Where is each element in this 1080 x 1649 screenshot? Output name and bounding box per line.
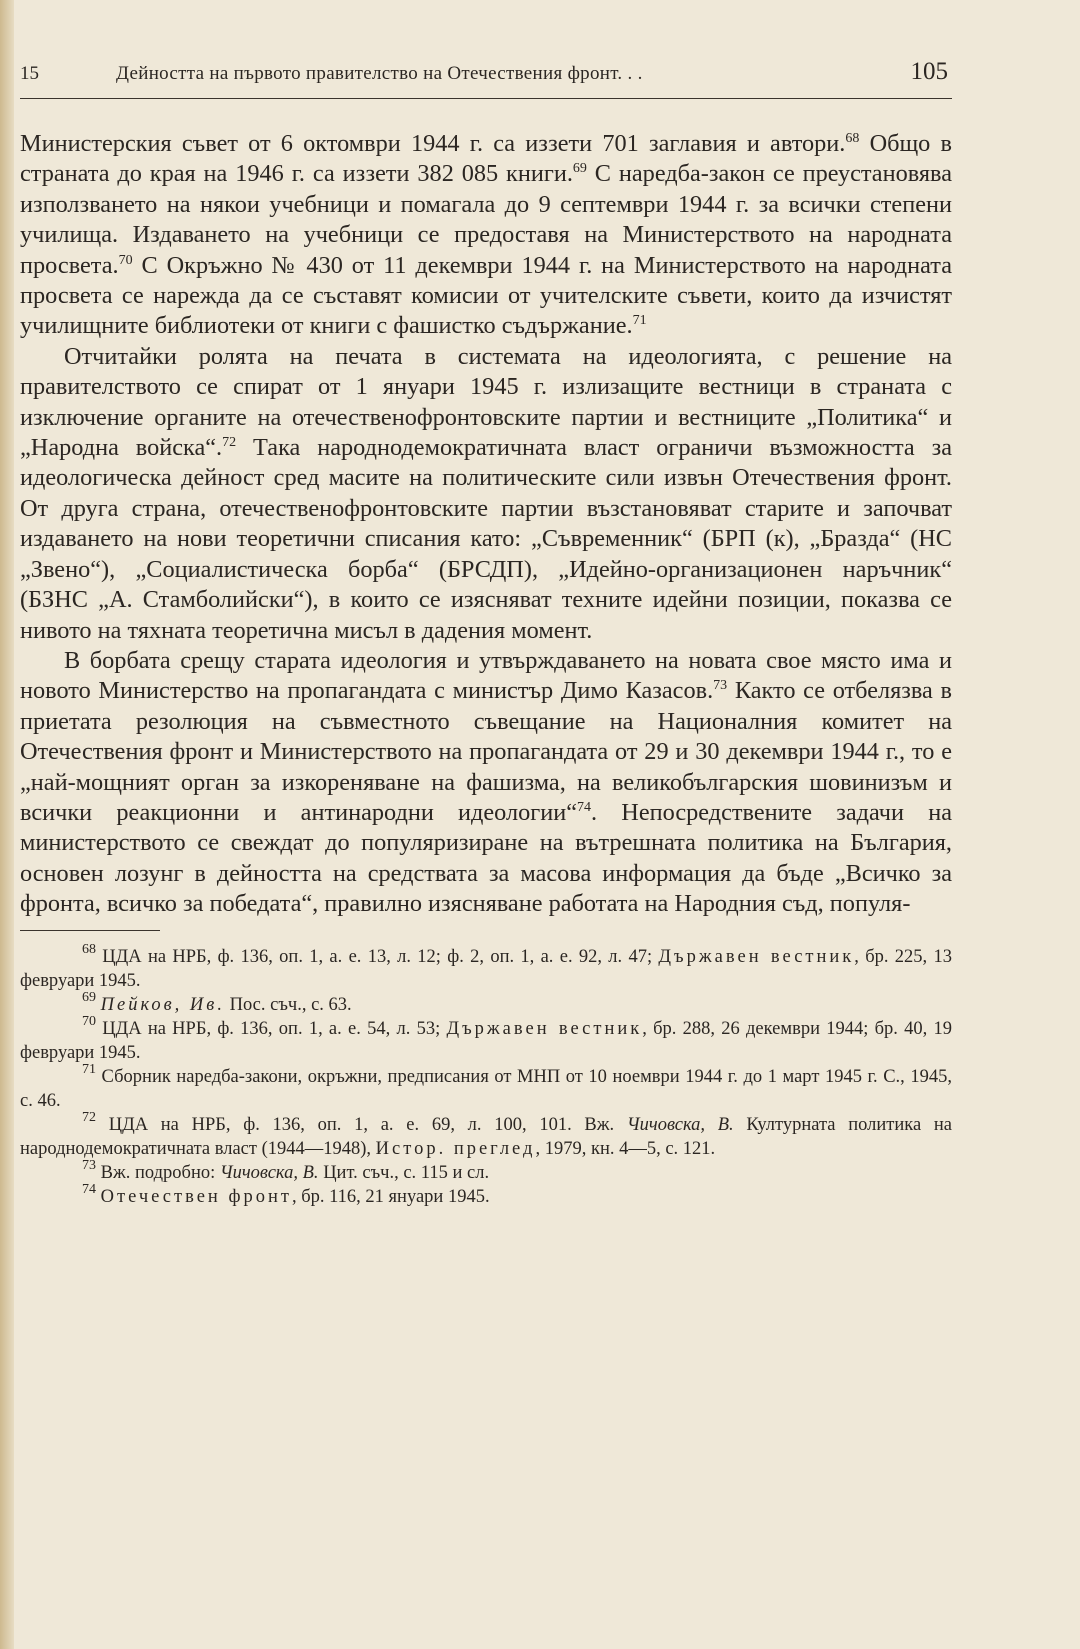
book-page	[20, 58, 952, 1209]
book-binding-edge	[0, 0, 14, 1649]
running-title: Дейността на първото правителство на Отечествения фронт. . .	[116, 63, 643, 84]
footnote-71: $^{71}$ Сборник наредба-закони, окръжни, предписания от МНП от 10 ноември 1944 г. до 1 март 1945 г. С., 1945, с. 46.	[20, 1061, 952, 1111]
footnote-ref: 74	[577, 799, 592, 815]
footnote-ref: 70	[118, 252, 133, 268]
footnote-ref: 69	[572, 161, 587, 177]
footnote-divider	[20, 930, 160, 931]
footnote-ref: 68	[845, 131, 860, 146]
facing-page-number: 15	[20, 63, 39, 84]
footnote-72: $^{72}$ ЦДА на НРБ, ф. 136, оп. 1, а. е. 69, л. 100, 101. Вж. Чичовска, В. Културната политика на народнодемократичната власт (1944—1948), Истор. преглед, 1979, кн. 4—5, с. 121.	[20, 1109, 952, 1159]
footnote-68: $^{68}$ ЦДА на НРБ, ф. 136, оп. 1, а. е. 13, л. 12; ф. 2, оп. 1, а. е. 92, л. 47; Държавен вестник, бр. 225, 13 февруари 1945.	[20, 941, 952, 991]
paragraph-3: В борбата срещу старата идеология и утвърждаването на новата свое място има и новото Министерство на пропагандата с министър Димо Казасов.$^{73}$ Както се отбелязва в приетата резолюция на съвместното съвещание на Националния комитет на Отечествения фронт и Министерството на пропагандата от 29 и 30 декември 1944 г., то е „най-мощният орган за изкореняване на фашизма, на великобългарския шовинизъм и всички реакционни и антинародни идеологии“$^{74}$. Непосредствените задачи на министерството се свеждат до популяризиране на вътрешната политика на България, основен лозунг в дейността на средствата за масова информация да бъде „Всичко за фронта, всичко за победата“, правилно изясняване работата на Народния съд, популя-	[20, 646, 953, 918]
footnote-74: $^{74}$ Отечествен фронт, бр. 116, 21 януари 1945.	[82, 1181, 490, 1207]
footnote-ref: 72	[222, 435, 237, 451]
paragraph-2: Отчитайки ролята на печата в системата на идеологията, с решение на правителството се спират от 1 януари 1945 г. излизащите вестници в страната с изключение органите на отечественофронтовските партии и вестниците „Политика“ и „Народна войска“.$^{72}$ Така народнодемократичната власт ограничи възможността за идеологическа дейност сред масите на политическите сили извън Отечествения фронт. От друга страна, отечественофронтовските партии възстановяват старите и започват издаването на нови теоретични списания като: „Съвременник“ (БРП (к), „Бразда“ (НС „Звено“), „Социалистическа борба“ (БРСДП), „Идейно-организационен наръчник“ (БЗНС „А. Стамболийски“), в които се изясняват техните идейни позиции, показва се нивото на тяхната теоретична мисъл в дадения момент.	[20, 342, 952, 644]
paragraph-1: Министерския съвет от 6 октомври 1944 г. са иззети 701 заглавия и автори.$^{68}$ Общо в страната до края на 1946 г. са иззети 382 085 книги.$^{69}$ С наредба-закон се преустановява използването на някои учебници и помагала до 9 септември 1944 г. за всички степени училища. Издаването на учебници се предоставя на Министерството на народната просвета.$^{70}$ С Окръжно № 430 от 11 декември 1944 г. на Министерството на народната просвета се нарежда да се съставят комисии от учителските съвети, които да изчистят училищните библиотеки от книги с фашистко съдържание.$^{71}$	[20, 130, 952, 340]
footnote-69: $^{69}$ Пейков, Ив. Пос. съч., с. 63.	[82, 989, 352, 1015]
footnote-70: $^{70}$ ЦДА на НРБ, ф. 136, оп. 1, а. е. 54, л. 53; Държавен вестник, бр. 288, 26 декември 1944; бр. 40, 19 февруари 1945.	[20, 1013, 952, 1063]
footnote-73: $^{73}$ Вж. подробно: Чичовска, В. Цит. съч., с. 115 и сл.	[82, 1157, 490, 1183]
footnotes	[20, 941, 952, 1209]
footnote-ref: 71	[632, 313, 647, 329]
running-header	[20, 58, 952, 99]
footnote-ref: 73	[713, 678, 728, 694]
main-text	[20, 129, 952, 920]
page-number: 105	[910, 58, 948, 85]
